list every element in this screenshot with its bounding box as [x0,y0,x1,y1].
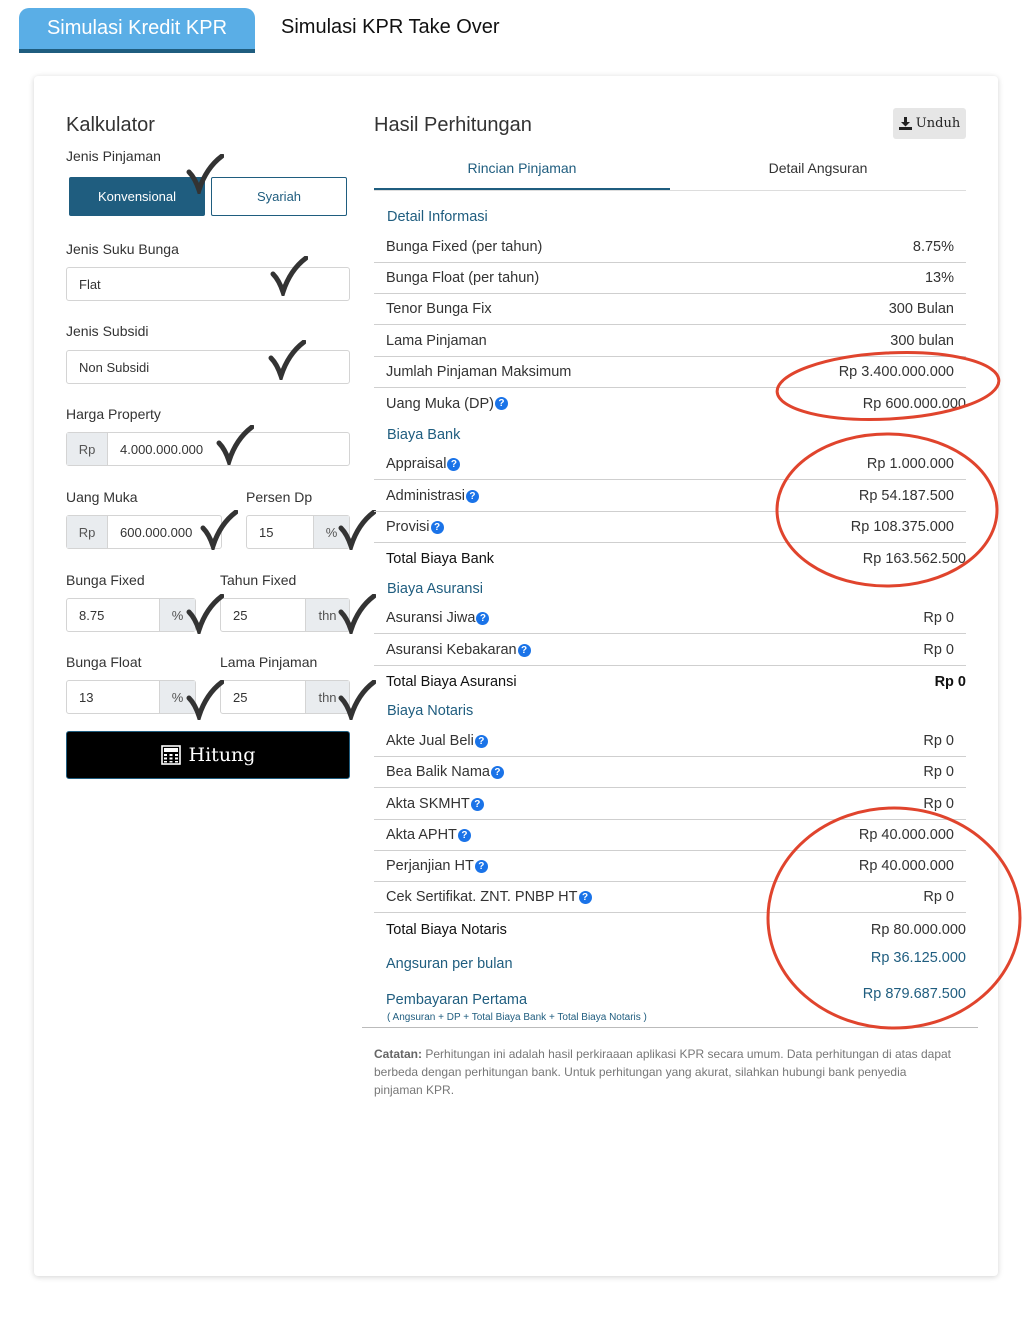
row-value: Rp 0 [923,764,954,780]
row-value: Rp 600.000.000 [862,395,966,412]
table-row [374,789,966,820]
table-row [374,326,966,357]
row-label: Appraisal [386,456,447,472]
row-label: Bunga Fixed (per tahun) [386,239,543,255]
tahun-fixed-value: 25 [233,607,248,623]
persen-dp-value: 15 [259,524,274,540]
table-row [386,388,966,419]
help-icon[interactable]: ? [491,766,504,779]
row-label: Cek Sertifikat. ZNT. PNBP HT [386,889,578,905]
row-value: Rp 163.562.500 [862,550,966,567]
row-value: Rp 108.375.000 [850,519,954,535]
subsidi-value: Non Subsidi [79,359,150,375]
kalkulator-title: Kalkulator [66,114,155,136]
table-row-total [386,666,966,697]
row-label: Akta APHT [386,827,457,843]
help-icon[interactable]: ? [476,612,489,625]
bunga-float-field[interactable] [66,680,196,714]
row-label: Uang Muka (DP) [386,395,494,412]
table-row [374,726,966,757]
suku-bunga-value: Flat [79,276,101,292]
row-label: Perjanjian HT [386,858,474,874]
persen-dp-field[interactable] [246,515,350,549]
row-value: 8.75% [912,239,954,255]
row-label: Bunga Float (per tahun) [386,270,540,286]
pembayaran-value: Rp 879.687.500 [862,986,966,1002]
pembayaran-label: Pembayaran Pertama [386,992,528,1008]
calculator-icon [161,745,181,765]
download-icon [899,117,912,130]
section-biaya-asuransi: Biaya Asuransi [387,581,483,597]
table-row [374,294,966,325]
bunga-float-value: 13 [79,689,94,705]
bunga-fixed-field[interactable] [66,598,196,632]
row-label: Total Biaya Bank [386,550,495,567]
check-mark-icon [268,340,306,380]
row-value: Rp 0 [923,889,954,905]
row-value: Rp 1.000.000 [866,456,954,472]
table-row [374,820,966,851]
table-row [374,481,966,512]
unduh-label: Unduh [915,116,961,131]
row-value: 13% [924,270,954,286]
harga-property-label: Harga Property [66,406,161,422]
unduh-button[interactable] [893,108,966,139]
help-icon[interactable]: ? [447,458,460,471]
check-mark-icon [216,425,254,465]
konvensional-button[interactable]: Konvensional [69,177,205,216]
thn-addon: thn [305,599,349,631]
help-icon[interactable]: ? [466,490,479,503]
row-value: Rp 0 [923,796,954,812]
subsidi-label: Jenis Subsidi [66,323,149,339]
row-value: Rp 40.000.000 [858,858,954,874]
table-row [374,603,966,634]
row-value: Rp 0 [923,610,954,626]
row-label: Provisi [386,519,430,535]
row-value: Rp 0 [923,733,954,749]
row-label: Akte Jual Beli [386,733,474,749]
table-row [374,882,966,913]
syariah-button[interactable]: Syariah [211,177,347,216]
catatan-note [374,1045,954,1099]
section-biaya-notaris: Biaya Notaris [387,703,474,719]
help-icon[interactable]: ? [475,735,488,748]
tab-detail-angsuran[interactable]: Detail Angsuran [768,160,868,176]
thn-addon: thn [305,681,349,713]
tab-divider [374,190,966,191]
hitung-button[interactable] [66,731,350,779]
percent-addon: % [159,681,195,713]
rp-addon: Rp [67,516,108,548]
section-detail-informasi: Detail Informasi [387,209,488,225]
row-value: Rp 40.000.000 [858,827,954,843]
angsuran-value: Rp 36.125.000 [870,950,966,966]
row-label: Total Biaya Asuransi [386,673,517,690]
uang-muka-label: Uang Muka [66,489,138,505]
check-mark-icon [338,594,376,634]
tahun-fixed-field[interactable] [220,598,350,632]
hitung-label: Hitung [188,744,256,766]
row-label: Asuransi Kebakaran [386,642,517,658]
row-label: Bea Balik Nama [386,764,490,780]
suku-bunga-label: Jenis Suku Bunga [66,241,179,257]
bunga-float-label: Bunga Float [66,654,142,670]
top-tabs [0,0,1026,60]
help-icon[interactable]: ? [471,798,484,811]
help-icon[interactable]: ? [431,521,444,534]
tahun-fixed-label: Tahun Fixed [220,572,297,588]
rp-addon: Rp [67,433,108,465]
tab-rincian-pinjaman[interactable]: Rincian Pinjaman [374,160,670,191]
row-value: Rp 3.400.000.000 [838,364,954,380]
row-value: Rp 54.187.500 [858,488,954,504]
check-mark-icon [186,594,224,634]
help-icon[interactable]: ? [475,860,488,873]
check-mark-icon [186,680,224,720]
check-mark-icon [186,154,224,194]
lama-pinjaman-value: 25 [233,689,248,705]
row-label: Jumlah Pinjaman Maksimum [386,364,572,380]
subsidi-select[interactable] [66,350,350,384]
table-row [374,357,966,388]
check-mark-icon [338,510,376,550]
uang-muka-value: 600.000.000 [120,524,193,540]
row-value: Rp 0 [934,673,966,690]
row-label: Lama Pinjaman [386,333,487,349]
row-label: Administrasi [386,488,465,504]
table-row [374,232,966,263]
persen-dp-label: Persen Dp [246,489,313,505]
percent-addon: % [313,516,349,548]
jenis-pinjaman-label: Jenis Pinjaman [66,148,161,164]
row-label: Total Biaya Notaris [386,921,507,938]
row-value: Rp 80.000.000 [870,921,966,938]
help-icon[interactable]: ? [579,891,592,904]
check-mark-icon [200,510,238,550]
help-icon[interactable]: ? [495,397,508,410]
angsuran-row [386,950,966,981]
row-value: Rp 0 [923,642,954,658]
bunga-fixed-value: 8.75 [79,607,105,623]
tab-simulasi-kredit-kpr[interactable]: Simulasi Kredit KPR [19,8,255,53]
lama-pinjaman-field[interactable] [220,680,350,714]
check-mark-icon [270,256,308,296]
catatan-label: Catatan: [374,1047,423,1061]
table-row-total [386,914,966,945]
row-label: Asuransi Jiwa [386,610,476,626]
uang-muka-field[interactable] [66,515,222,549]
help-icon[interactable]: ? [458,829,471,842]
table-row-total [386,543,966,574]
table-row [374,635,966,666]
table-row [374,263,966,294]
pembayaran-note: ( Angsuran + DP + Total Biaya Bank + Total Biaya Notaris ) [387,1012,647,1023]
percent-addon: % [159,599,195,631]
table-row [374,757,966,788]
lama-pinjaman-label: Lama Pinjaman [220,654,318,670]
row-value: 300 bulan [890,333,954,349]
row-value: 300 Bulan [888,301,954,317]
angsuran-label: Angsuran per bulan [386,956,513,972]
table-row [374,851,966,882]
catatan-text: Perhitungan ini adalah hasil perkiraaan aplikasi KPR secara umum. Data perhitungan di atas dapat berbeda dengan perhitungan bank. Untuk perhitungan yang akurat, silahkan hubungi bank penyedia pinjaman KPR. [374,1047,952,1097]
bunga-fixed-label: Bunga Fixed [66,572,145,588]
help-icon[interactable]: ? [518,644,531,657]
check-mark-icon [338,680,376,720]
row-label: Akta SKMHT [386,796,470,812]
harga-property-field[interactable] [66,432,350,466]
divider [362,1027,978,1028]
harga-property-value: 4.000.000.000 [120,441,204,457]
row-label: Tenor Bunga Fix [386,301,492,317]
section-biaya-bank: Biaya Bank [387,427,461,443]
tab-simulasi-kpr-take-over[interactable]: Simulasi KPR Take Over [281,16,500,38]
hasil-title: Hasil Perhitungan [374,114,532,136]
table-row [374,512,966,543]
table-row [374,449,966,480]
